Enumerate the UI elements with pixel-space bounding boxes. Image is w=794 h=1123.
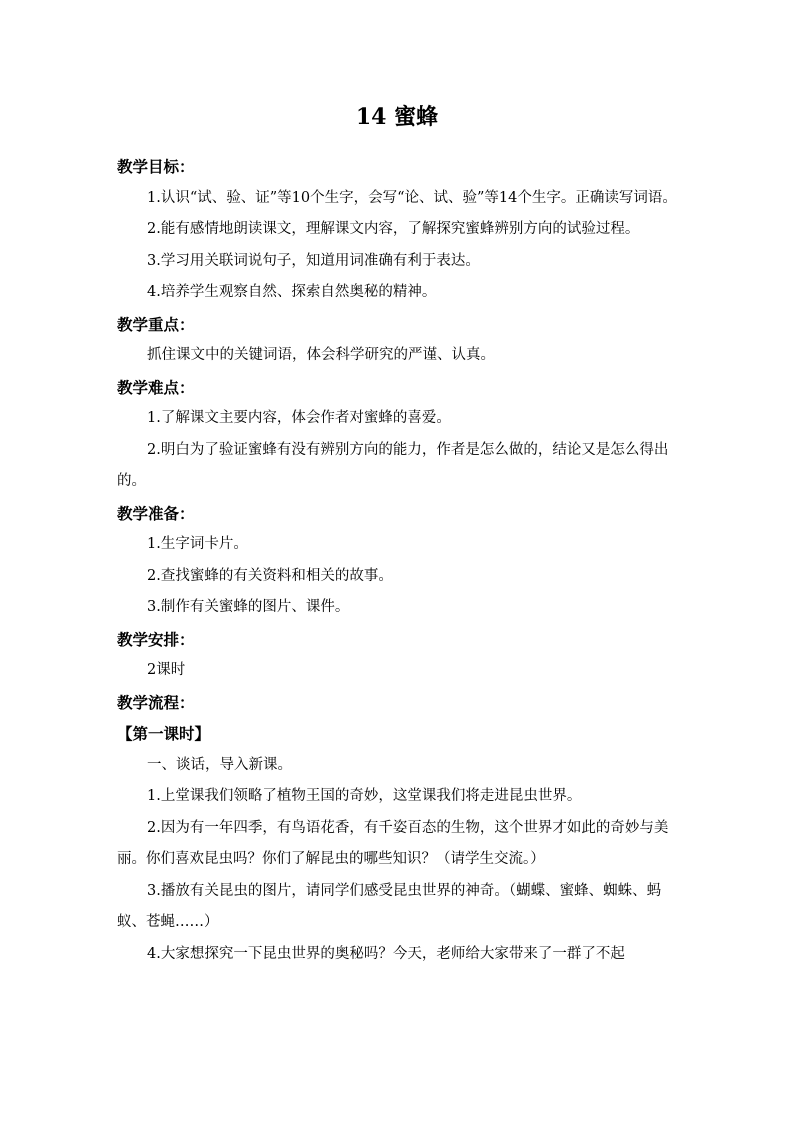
goal-item: 4.培养学生观察自然、探索自然奥秘的精神。 — [147, 284, 437, 300]
lesson-item: 1.上堂课我们领略了植物王国的奇妙，这堂课我们将走进昆虫世界。 — [147, 788, 582, 804]
page-title: 14 蜜蜂 — [355, 104, 439, 130]
section-heading-focus: 教学重点： — [117, 314, 195, 334]
goal-item: 1.认识“试、验、证”等10个生字，会写“论、试、验”等14个生字。正确读写词语。 — [147, 189, 677, 206]
lesson-item: 4.大家想探究一下昆虫世界的奥秘吗？今天，老师给大家带来了一群了不起 — [147, 945, 625, 962]
lesson-item: 3.播放有关昆虫的图片，请同学们感受昆虫世界的神奇。（蝴蝶、蜜蜂、蜘蛛、蚂蚁、苍蝇……） — [117, 882, 662, 930]
difficulty-item: 2.明白为了验证蜜蜂有没有辨别方向的能力，作者是怎么做的，结论又是怎么得出的。 — [117, 441, 669, 489]
section-heading-arrangement: 教学安排： — [117, 629, 195, 649]
lesson-item: 一、谈话，导入新课。 — [147, 756, 292, 773]
section-heading-preparation: 教学准备： — [117, 503, 195, 523]
goal-item: 3.学习用关联词说句子，知道用词准确有利于表达。 — [147, 252, 480, 269]
lesson-label: 【第一课时】 — [117, 724, 211, 743]
section-heading-process: 教学流程： — [117, 692, 195, 712]
lesson-item: 2.因为有一年四季，有鸟语花香，有千姿百态的生物，这个世界才如此的奇妙与美丽。你们喜欢昆虫吗？你们了解昆虫的哪些知识？（请学生交流。） — [117, 819, 669, 867]
preparation-item: 3.制作有关蜜蜂的图片、课件。 — [147, 599, 350, 615]
arrangement-item: 2课时 — [147, 662, 186, 678]
difficulty-item: 1.了解课文主要内容，体会作者对蜜蜂的喜爱。 — [147, 410, 451, 426]
document-body — [117, 151, 677, 970]
preparation-item: 1.生字词卡片。 — [147, 536, 248, 552]
goal-item: 2.能有感情地朗读课文，理解课文内容，了解探究蜜蜂辨别方向的试验过程。 — [147, 221, 640, 237]
section-heading-difficulty: 教学难点： — [117, 377, 195, 397]
section-heading-goals: 教学目标： — [117, 157, 195, 176]
preparation-item: 2.查找蜜蜂的有关资料和相关的故事。 — [147, 567, 393, 584]
focus-item: 抓住课文中的关键词语，体会科学研究的严谨、认真。 — [147, 347, 495, 363]
